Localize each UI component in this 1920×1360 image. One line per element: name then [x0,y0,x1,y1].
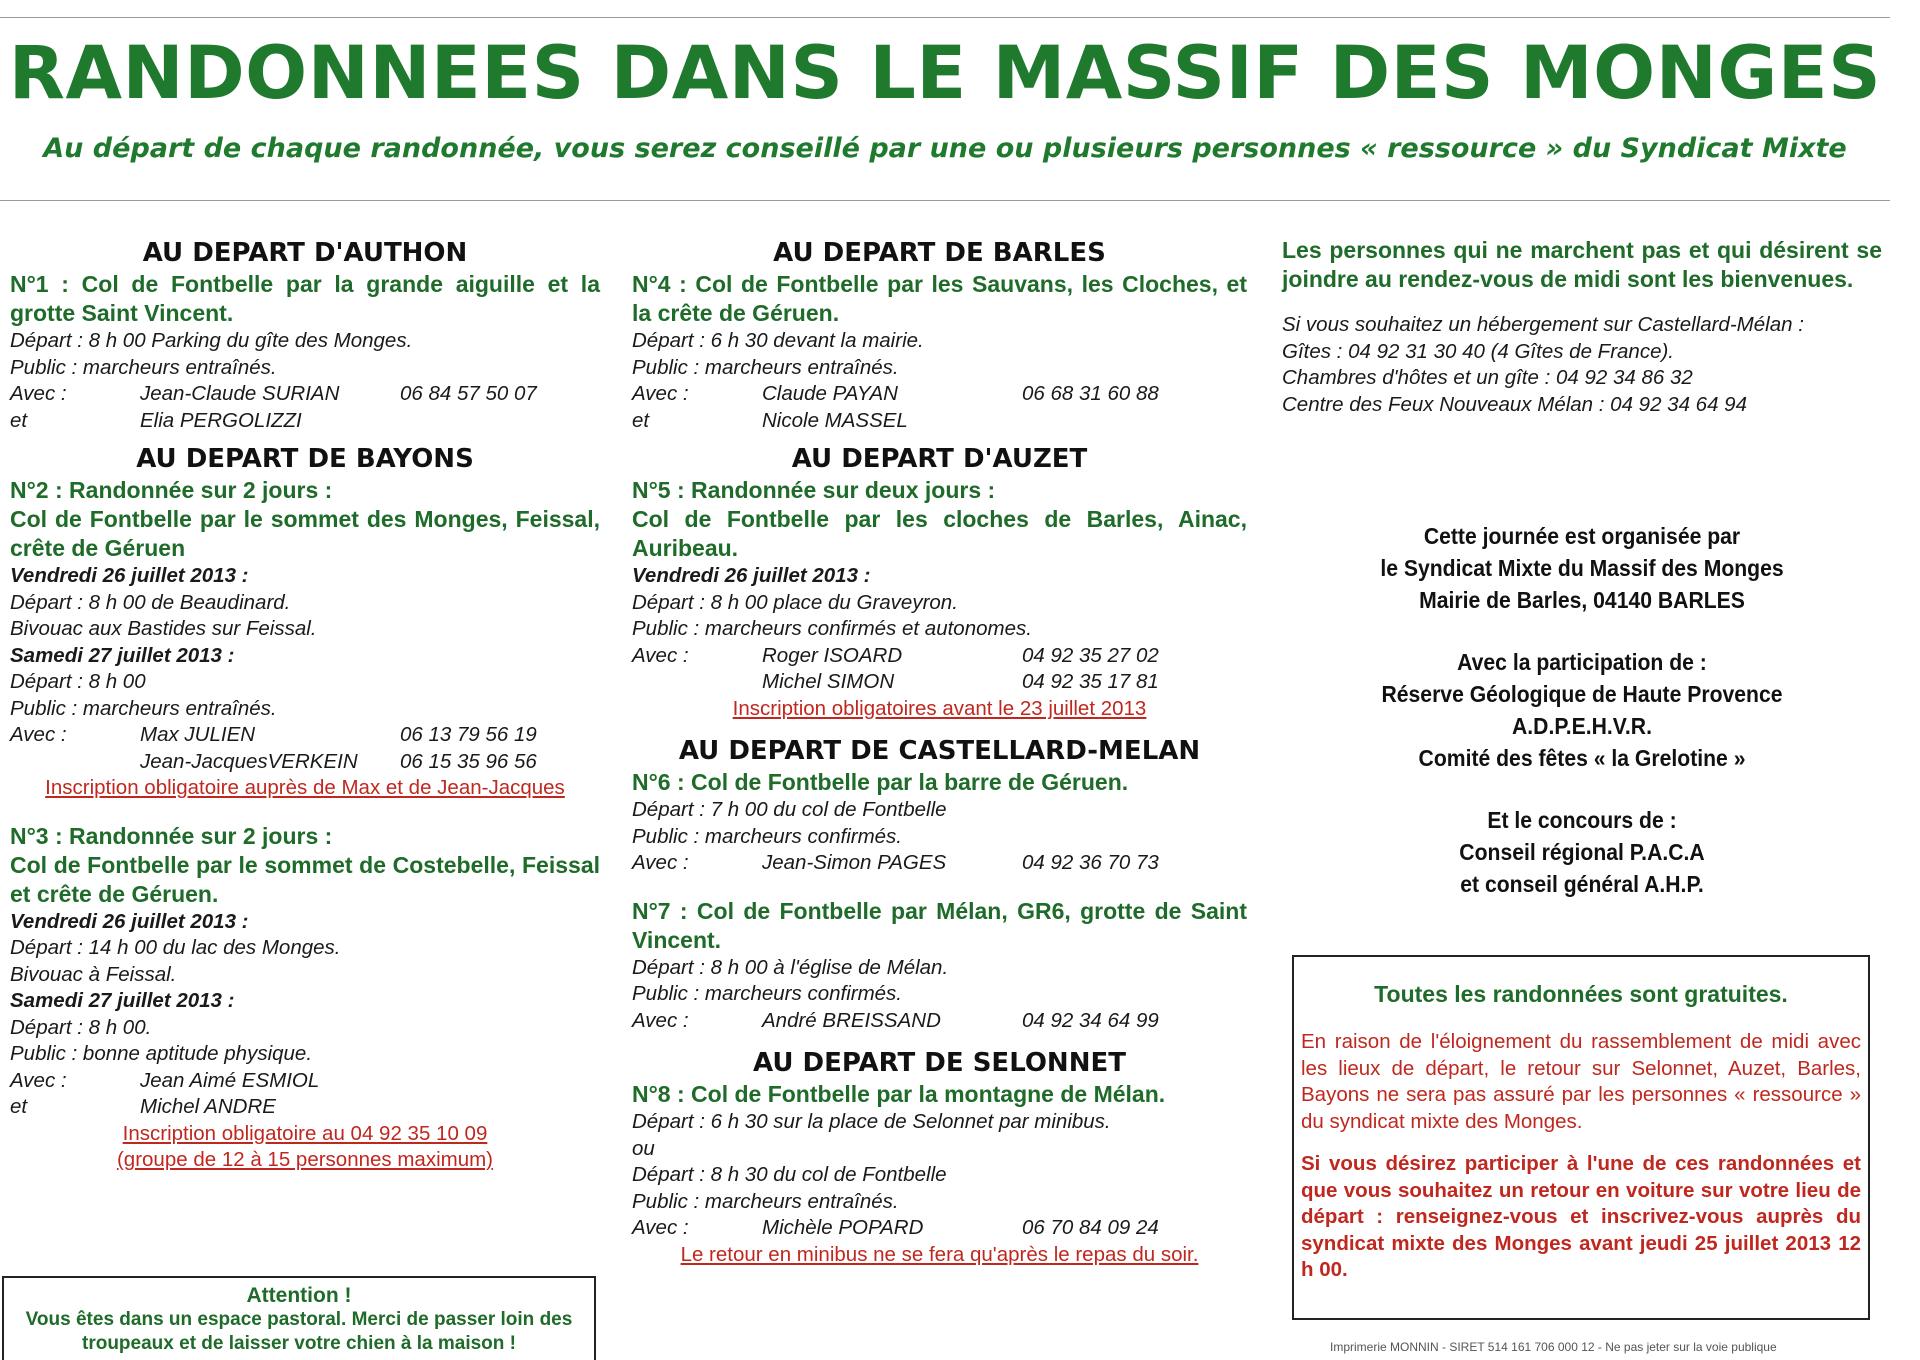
hike-8-note: Le retour en minibus ne se fera qu'après le repas du soir. [680,1242,1199,1266]
hike-2-depart2: Départ : 8 h 00 [10,670,146,693]
hike-3-inscription-2: (groupe de 12 à 15 personnes maximum) [116,1148,494,1171]
hike-8-depart1: Départ : 6 h 30 sur la place de Selonnet par minibus. [632,1110,1111,1133]
hike-4-guide-1: Avec : Claude PAYAN 06 68 31 60 88 [632,382,1159,405]
hike-5-title-line2: Col de Fontbelle par les cloches de Barles, Ainac, Auribeau. [632,506,1247,561]
attention-title: Attention ! [246,1284,352,1307]
lodging-line-2: Gîtes : 04 92 31 30 40 (4 Gîtes de France). [1282,339,1674,363]
column-1 [10,236,600,1174]
hike-5-day1: Vendredi 26 juillet 2013 : [632,564,871,587]
hike-3-title-line1: N°3 : Randonnée sur 2 jours : [10,822,333,849]
hike-7-public: Public : marcheurs confirmés. [632,982,903,1005]
hike-3-bivouac: Bivouac à Feissal. [10,962,177,986]
return-notice: En raison de l'éloignement du rassemblement de midi avec les lieux de départ, le retour sur Selonnet, Auzet, Barles, Bayons ne sera pas assuré par les personnes « ressource » du syndicat mixte des Monges. [1301,1030,1861,1133]
participation-line-3: A.D.P.E.H.V.R. [1512,713,1652,739]
hike-4-title: N°4 : Col de Fontbelle par les Sauvans, les Cloches, et la crête de Géruen. [632,271,1247,326]
hike-3-title-line2: Col de Fontbelle par le sommet de Costebelle, Feissal et crête de Géruen. [10,851,600,907]
hike-3-guide-2: et Michel ANDRE [10,1095,276,1118]
participation-line-2: Réserve Géologique de Haute Provence [1381,681,1783,707]
org-line-3: Mairie de Barles, 04140 BARLES [1419,587,1745,613]
top-rule [0,17,1890,18]
concours-line-1: Et le concours de : [1487,807,1677,833]
column-3 [1282,236,1882,418]
section-title-castellard: AU DEPART DE CASTELLARD-MELAN [678,736,1201,766]
hike-1-public: Public : marcheurs entraînés. [10,355,277,379]
page-title: RANDONNEES DANS LE MASSIF DES MONGES [8,31,1882,116]
concours-line-2: Conseil régional P.A.C.A [1459,839,1705,865]
hike-2-public: Public : marcheurs entraînés. [10,696,277,720]
registration-notice: Si vous désirez participer à l'une de ces randonnées et que vous souhaitez un retour en voiture sur votre lieu de départ : renseignez-vous et inscrivez-vous auprès du syndicat mixte des Monges avant jeudi 25 juillet 2013 12 h 00. [1301,1152,1861,1281]
hike-5-guide-2: Michel SIMON 04 92 35 17 81 [762,670,1159,693]
hike-2-guide-1: Avec : Max JULIEN 06 13 79 56 19 [10,723,537,746]
hike-6-title: N°6 : Col de Fontbelle par la barre de Géruen. [632,769,1129,795]
hike-1-guide-1: Avec : Jean-Claude SURIAN 06 84 57 50 07 [10,382,537,405]
hike-7-title: N°7 : Col de Fontbelle par Mélan, GR6, grotte de Saint Vincent. [632,897,1247,953]
attention-box [2,1276,596,1360]
hike-1-depart: Départ : 8 h 00 Parking du gîte des Monges. [10,329,413,352]
hike-4-depart: Départ : 6 h 30 devant la mairie. [632,329,924,352]
organizers [1282,520,1882,900]
section-title-authon: AU DEPART D'AUTHON [142,238,468,268]
org-line-2: le Syndicat Mixte du Massif des Monges [1380,555,1784,581]
hike-2-day2: Samedi 27 juillet 2013 : [10,643,235,667]
attention-text: Vous êtes dans un espace pastoral. Merci de passer loin des troupeaux et de laisser votre chien à la maison ! [25,1309,573,1354]
hike-2-depart1: Départ : 8 h 00 de Beaudinard. [10,590,291,614]
info-non-walkers: Les personnes qui ne marchent pas et qui désirent se joindre au rendez-vous de midi sont les bienvenues. [1282,237,1882,292]
hike-5-inscription: Inscription obligatoires avant le 23 juillet 2013 [732,696,1147,720]
hike-8-public: Public : marcheurs entraînés. [632,1189,899,1213]
hike-3-guide-1: Avec : Jean Aimé ESMIOL [10,1068,320,1092]
section-title-barles: AU DEPART DE BARLES [773,238,1106,268]
hike-2-title-line2: Col de Fontbelle par le sommet des Monges, Feissal, crête de Géruen [10,506,600,561]
hike-7-guide: Avec : André BREISSAND 04 92 34 64 99 [632,1008,1159,1032]
hike-5-title-line1: N°5 : Randonnée sur deux jours : [632,477,996,503]
section-title-selonnet: AU DEPART DE SELONNET [753,1048,1126,1078]
header-rule [0,200,1890,201]
hike-3-public: Public : bonne aptitude physique. [10,1042,313,1065]
hike-2-inscription: Inscription obligatoire auprès de Max et de Jean-Jacques [45,776,565,799]
hike-3-depart1: Départ : 14 h 00 du lac des Monges. [10,936,341,959]
hike-8-guide: Avec : Michèle POPARD 06 70 84 09 24 [632,1216,1159,1239]
hike-8-title: N°8 : Col de Fontbelle par la montagne de Mélan. [632,1081,1166,1107]
hike-5-guide-1: Avec : Roger ISOARD 04 92 35 27 02 [632,643,1159,667]
hike-7-depart: Départ : 8 h 00 à l'église de Mélan. [632,955,949,979]
lodging-line-1: Si vous souhaitez un hébergement sur Castellard-Mélan : [1282,313,1804,336]
hike-5-depart: Départ : 8 h 00 place du Graveyron. [632,590,958,614]
hike-2-bivouac: Bivouac aux Bastides sur Feissal. [10,617,317,640]
page-subtitle: Au départ de chaque randonnée, vous serez conseillé par une ou plusieurs personnes « ressource » du Syndicat Mixte [43,133,1847,164]
column-2 [632,236,1247,1268]
hike-8-depart2: Départ : 8 h 30 du col de Fontbelle [632,1163,947,1186]
hike-6-depart: Départ : 7 h 00 du col de Fontbelle [632,798,947,821]
participation-line-4: Comité des fêtes « la Grelotine » [1418,745,1746,771]
hike-2-title-line1: N°2 : Randonnée sur 2 jours : [10,477,333,503]
hike-4-public: Public : marcheurs entraînés. [632,355,899,379]
hike-4-guide-2: et Nicole MASSEL [632,408,908,432]
hike-5-public: Public : marcheurs confirmés et autonomes. [632,617,1032,640]
section-title-auzet: AU DEPART D'AUZET [791,444,1088,474]
free-hikes-title: Toutes les randonnées sont gratuites. [1374,981,1788,1007]
hike-3-day2: Samedi 27 juillet 2013 : [10,989,235,1012]
hike-2-guide-2: Jean-JacquesVERKEIN 06 15 35 96 56 [140,749,537,773]
lodging-line-4: Centre des Feux Nouveaux Mélan : 04 92 34 64 94 [1282,392,1747,416]
hike-1-guide-2: et Elia PERGOLIZZI [10,408,302,432]
participation-line-1: Avec la participation de : [1457,649,1707,675]
concours-line-3: et conseil général A.H.P. [1460,871,1704,897]
free-hikes-box [1292,955,1870,1320]
hike-3-inscription-1: Inscription obligatoire au 04 92 35 10 09 [122,1121,488,1145]
lodging-line-3: Chambres d'hôtes et un gîte : 04 92 34 86 32 [1282,366,1693,389]
section-title-bayons: AU DEPART DE BAYONS [136,444,474,474]
hike-8-or: ou [632,1136,655,1160]
hike-3-depart2: Départ : 8 h 00. [10,1015,152,1039]
hike-1-title: N°1 : Col de Fontbelle par la grande aiguille et la grotte Saint Vincent. [10,271,600,326]
hike-6-public: Public : marcheurs confirmés. [632,824,903,848]
printer-footer: Imprimerie MONNIN - SIRET 514 161 706 000 12 - Ne pas jeter sur la voie publique [1330,1340,1777,1354]
hike-3-day1: Vendredi 26 juillet 2013 : [10,909,249,933]
hike-6-guide: Avec : Jean-Simon PAGES 04 92 36 70 73 [632,851,1159,874]
org-line-1: Cette journée est organisée par [1423,523,1741,549]
hike-2-day1: Vendredi 26 juillet 2013 : [10,564,249,587]
